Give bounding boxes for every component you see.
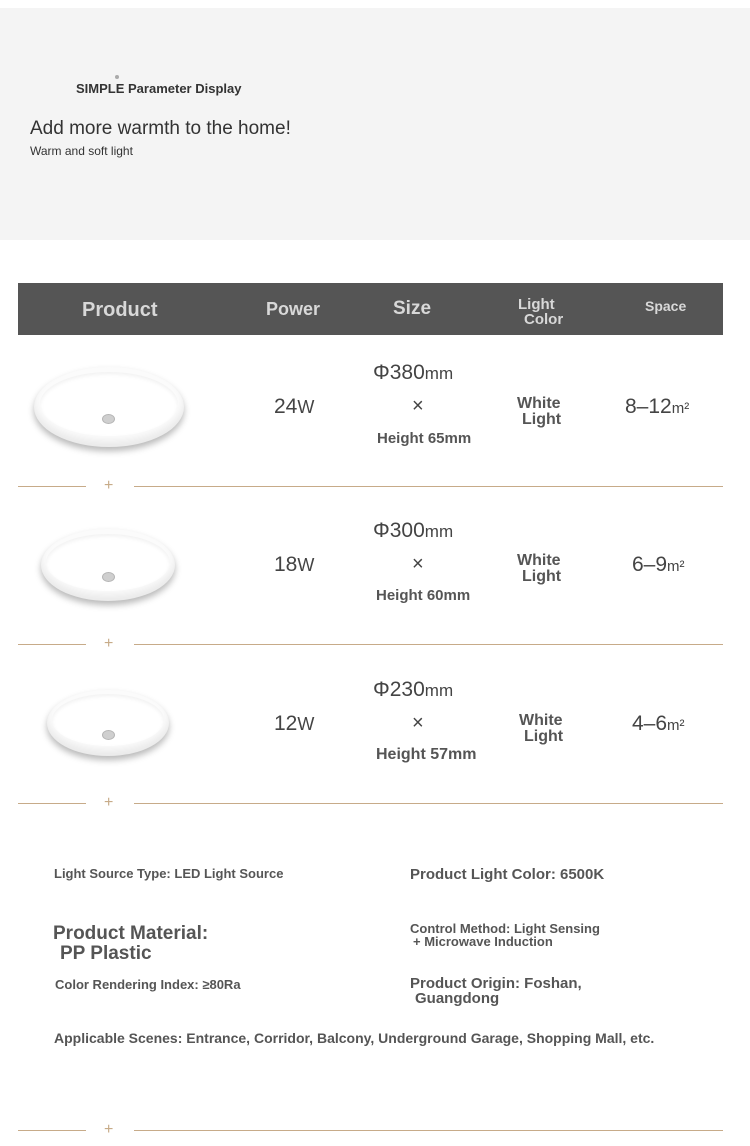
decorative-dot (115, 75, 119, 79)
divider-line (18, 803, 86, 804)
space-unit: m² (667, 558, 685, 575)
sensor-icon (102, 414, 115, 424)
hero-title: Add more warmth to the home! (30, 118, 291, 139)
product-image-lamp (47, 690, 169, 756)
space-value (632, 712, 685, 736)
space-value (632, 553, 685, 577)
size-times: × (412, 553, 424, 575)
table-header (18, 283, 723, 335)
sensor-icon (102, 730, 115, 740)
header-light-color (518, 297, 563, 327)
spec-origin-line1: Product Origin: Foshan, (410, 975, 582, 992)
power-unit: W (297, 397, 315, 417)
product-image-lamp (34, 367, 184, 447)
header-power: Power (266, 299, 321, 319)
space-unit: m² (671, 400, 690, 417)
diameter-unit: mm (424, 522, 454, 541)
light-color-line2: Light (522, 568, 562, 585)
spec-control-line1: Control Method: Light Sensing (410, 921, 600, 936)
divider-line (134, 486, 723, 487)
space-number: 8–12 (625, 395, 672, 418)
table-row (0, 652, 750, 810)
plus-icon: + (104, 635, 114, 652)
diameter-number: Φ230 (373, 678, 425, 701)
hero-subtitle: Warm and soft light (30, 144, 133, 158)
space-number: 4–6 (632, 712, 668, 735)
spec-origin-line2: Guangdong (415, 990, 500, 1007)
power-number: 24 (274, 395, 298, 418)
size-diameter (373, 361, 453, 385)
plus-icon: + (104, 794, 114, 811)
plus-icon: + (104, 1121, 114, 1138)
size-diameter (373, 519, 453, 543)
diameter-unit: mm (424, 364, 454, 383)
spec-origin (410, 976, 582, 1006)
spec-light-source: Light Source Type: LED Light Source (54, 866, 284, 881)
power-number: 18 (274, 553, 298, 576)
size-times: × (412, 395, 424, 417)
space-unit: m² (667, 717, 685, 734)
lamp-diffuser (40, 372, 178, 436)
power-number: 12 (274, 712, 298, 735)
divider-line (134, 803, 723, 804)
light-color-value (517, 396, 561, 428)
diameter-unit: mm (424, 681, 454, 700)
diameter-number: Φ300 (373, 519, 425, 542)
spec-material (53, 924, 208, 964)
size-times: × (412, 712, 424, 734)
divider-line (18, 1130, 86, 1131)
divider-line (134, 644, 723, 645)
size-height: Height 60mm (376, 587, 471, 604)
size-diameter (373, 678, 453, 702)
size-height: Height 65mm (377, 430, 472, 447)
header-product: Product (82, 299, 158, 321)
spec-control-line2: + Microwave Induction (413, 934, 553, 949)
power-value (274, 553, 314, 577)
light-color-line2: Light (524, 728, 564, 745)
power-value (274, 395, 314, 419)
space-number: 6–9 (632, 553, 668, 576)
light-color-line2: Light (522, 411, 562, 428)
header-size: Size (393, 298, 432, 319)
product-image-lamp (41, 529, 175, 601)
spec-control-method (410, 922, 600, 948)
light-color-value (517, 553, 561, 585)
spec-light-color: Product Light Color: 6500K (410, 866, 605, 883)
divider-line (18, 486, 86, 487)
lamp-diffuser (46, 534, 170, 591)
header-light-color-line1: Light (518, 296, 555, 313)
spec-applicable-scenes: Applicable Scenes: Entrance, Corridor, Balcony, Underground Garage, Shopping Mall, etc. (54, 1030, 655, 1046)
power-unit: W (297, 714, 315, 734)
sensor-icon (102, 572, 115, 582)
divider-line (134, 1130, 723, 1131)
diameter-number: Φ380 (373, 361, 425, 384)
light-color-line1: White (519, 712, 563, 729)
header-space: Space (645, 298, 687, 314)
hero-kicker: SIMPLE Parameter Display (76, 81, 242, 96)
divider-line (18, 644, 86, 645)
power-unit: W (297, 555, 315, 575)
light-color-value (519, 713, 563, 745)
header-light-color-line2: Color (524, 311, 564, 328)
light-color-line1: White (517, 552, 561, 569)
size-height: Height 57mm (376, 746, 477, 763)
space-value (625, 395, 689, 419)
spec-material-line2: PP Plastic (60, 943, 152, 964)
spec-material-line1: Product Material: (53, 923, 209, 944)
power-value (274, 712, 314, 736)
table-row (0, 493, 750, 651)
spec-cri: Color Rendering Index: ≥80Ra (55, 977, 241, 992)
plus-icon: + (104, 477, 114, 494)
table-row (0, 335, 750, 493)
light-color-line1: White (517, 395, 561, 412)
